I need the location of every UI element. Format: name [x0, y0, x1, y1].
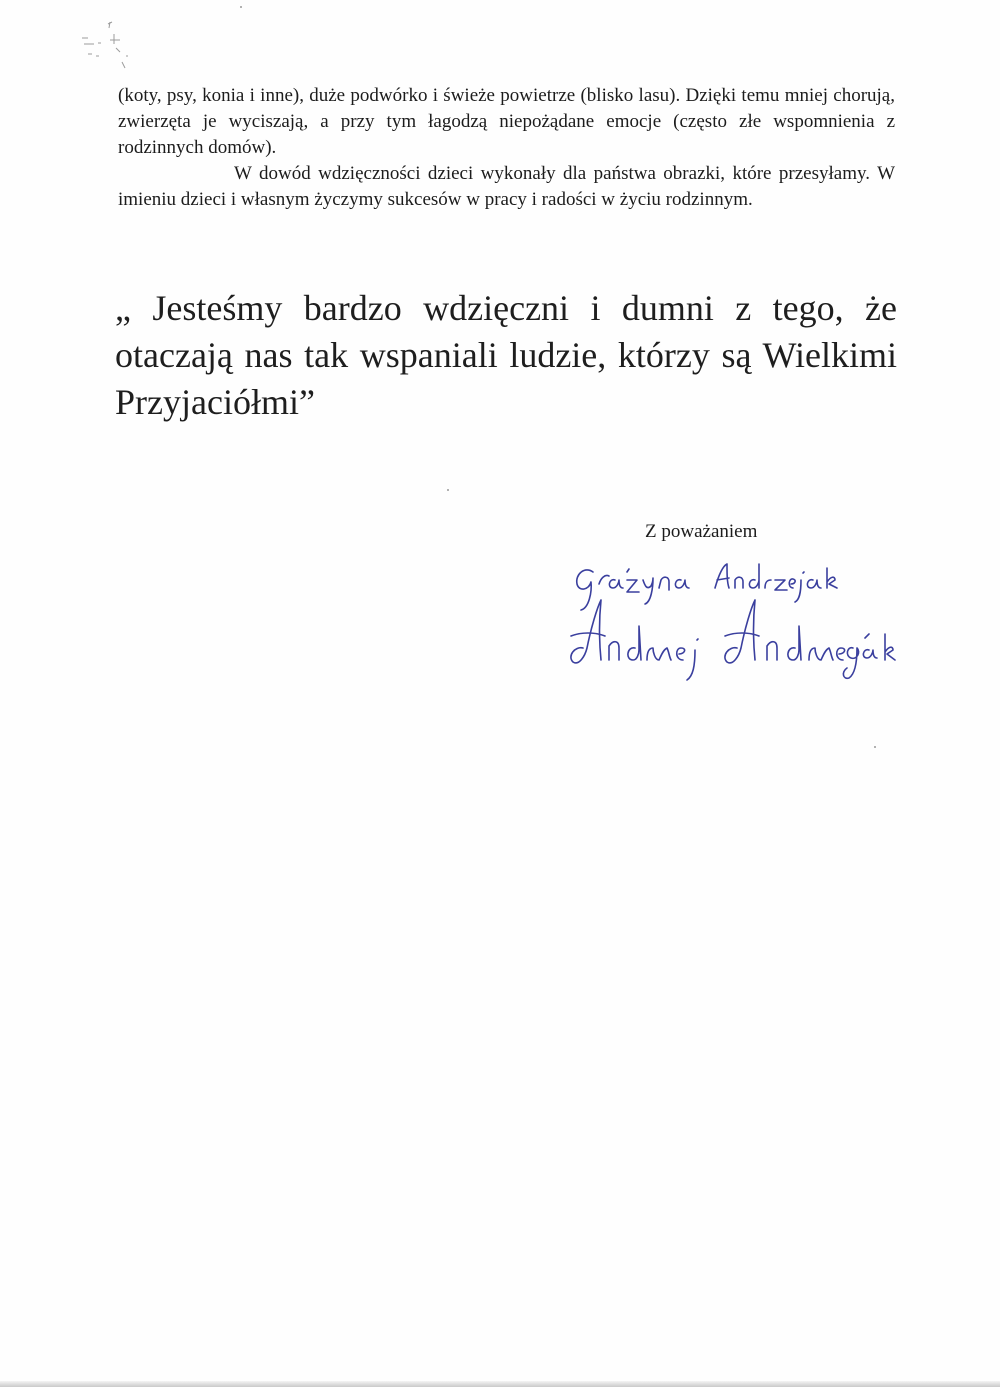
handwritten-signatures — [555, 550, 915, 685]
signature-andrzej-andrzejak — [571, 600, 895, 680]
letter-paragraph-2: W dowód wdzięczności dzieci wykonały dla państwa obrazki, które przesyłamy. W imieniu dzieci i własnym życzymy sukcesów w pracy i radości w życiu rodzinnym. — [118, 163, 895, 210]
scan-dust — [240, 6, 242, 8]
scan-bottom-edge — [0, 1381, 1000, 1387]
letter-closing: Z poważaniem — [645, 521, 758, 542]
letter-quote: „ Jesteśmy bardzo wdzięczni i dumni z tego, że otaczają nas tak wspaniali ludzie, którzy są Wielkimi Przyjaciółmi” — [115, 288, 897, 422]
letter-paragraph-1: (koty, psy, konia i inne), duże podwórko i świeże powietrze (blisko lasu). Dzięki temu mniej chorują, zwierzęta je wyciszają, a przy tym łagodzą niepożądane emocje (często złe wspomnienia z rodzinnych domów). — [118, 85, 895, 158]
scan-dust — [874, 746, 876, 748]
scan-dust — [447, 489, 449, 491]
scan-artifact-mark — [70, 10, 160, 80]
signature-grazyna-andrzejak — [577, 564, 837, 610]
